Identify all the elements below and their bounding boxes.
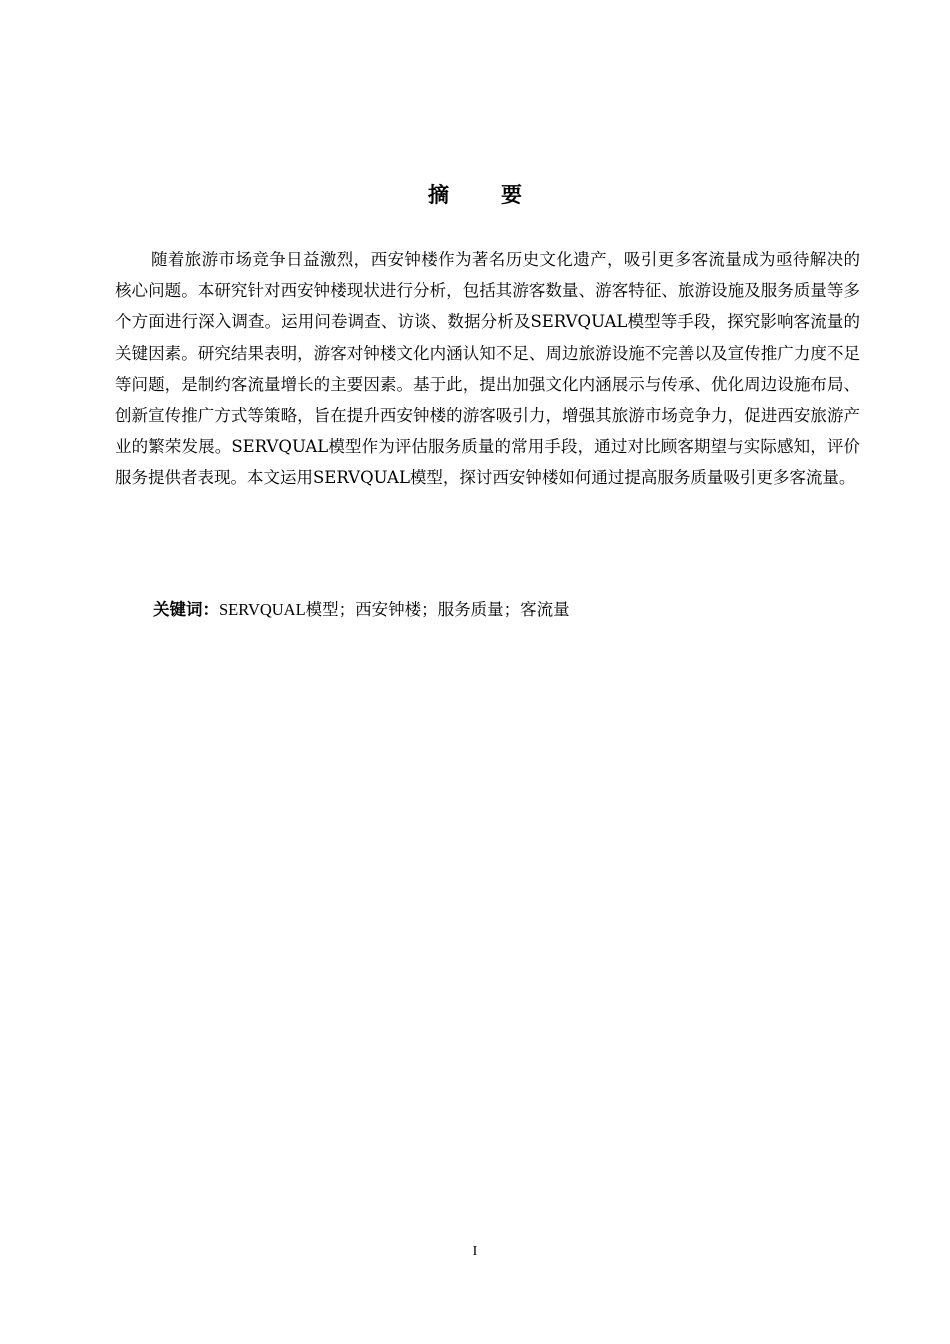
- page-number: I: [472, 1244, 478, 1259]
- abstract-body: 随着旅游市场竞争日益激烈，西安钟楼作为著名历史文化遗产，吸引更多客流量成为亟待解决的核心问题。本研究针对西安钟楼现状进行分析，包括其游客数量、游客特征、旅游设施及服务质量等多个方面进行深入调查。运用问卷调查、访谈、数据分析及SERVQUAL模型等手段，探究影响客流量的关键因素。研究结果表明，游客对钟楼文化内涵认知不足、周边旅游设施不完善以及宣传推广力度不足等问题，是制约客流量增长的主要因素。基于此，提出加强文化内涵展示与传承、优化周边设施布局、创新宣传推广方式等策略，旨在提升西安钟楼的游客吸引力，增强其旅游市场竞争力，促进西安旅游产业的繁荣发展。SERVQUAL模型作为评估服务质量的常用手段，通过对比顾客期望与实际感知，评价服务提供者表现。本文运用SERVQUAL模型，探讨西安钟楼如何通过提高服务质量吸引更多客流量。: [115, 250, 860, 488]
- keywords-label: 关键词：: [153, 600, 219, 619]
- keywords-line: [153, 596, 853, 624]
- keywords-text: SERVQUAL模型；西安钟楼；服务质量；客流量: [219, 600, 570, 619]
- abstract-heading: 摘要: [428, 183, 574, 207]
